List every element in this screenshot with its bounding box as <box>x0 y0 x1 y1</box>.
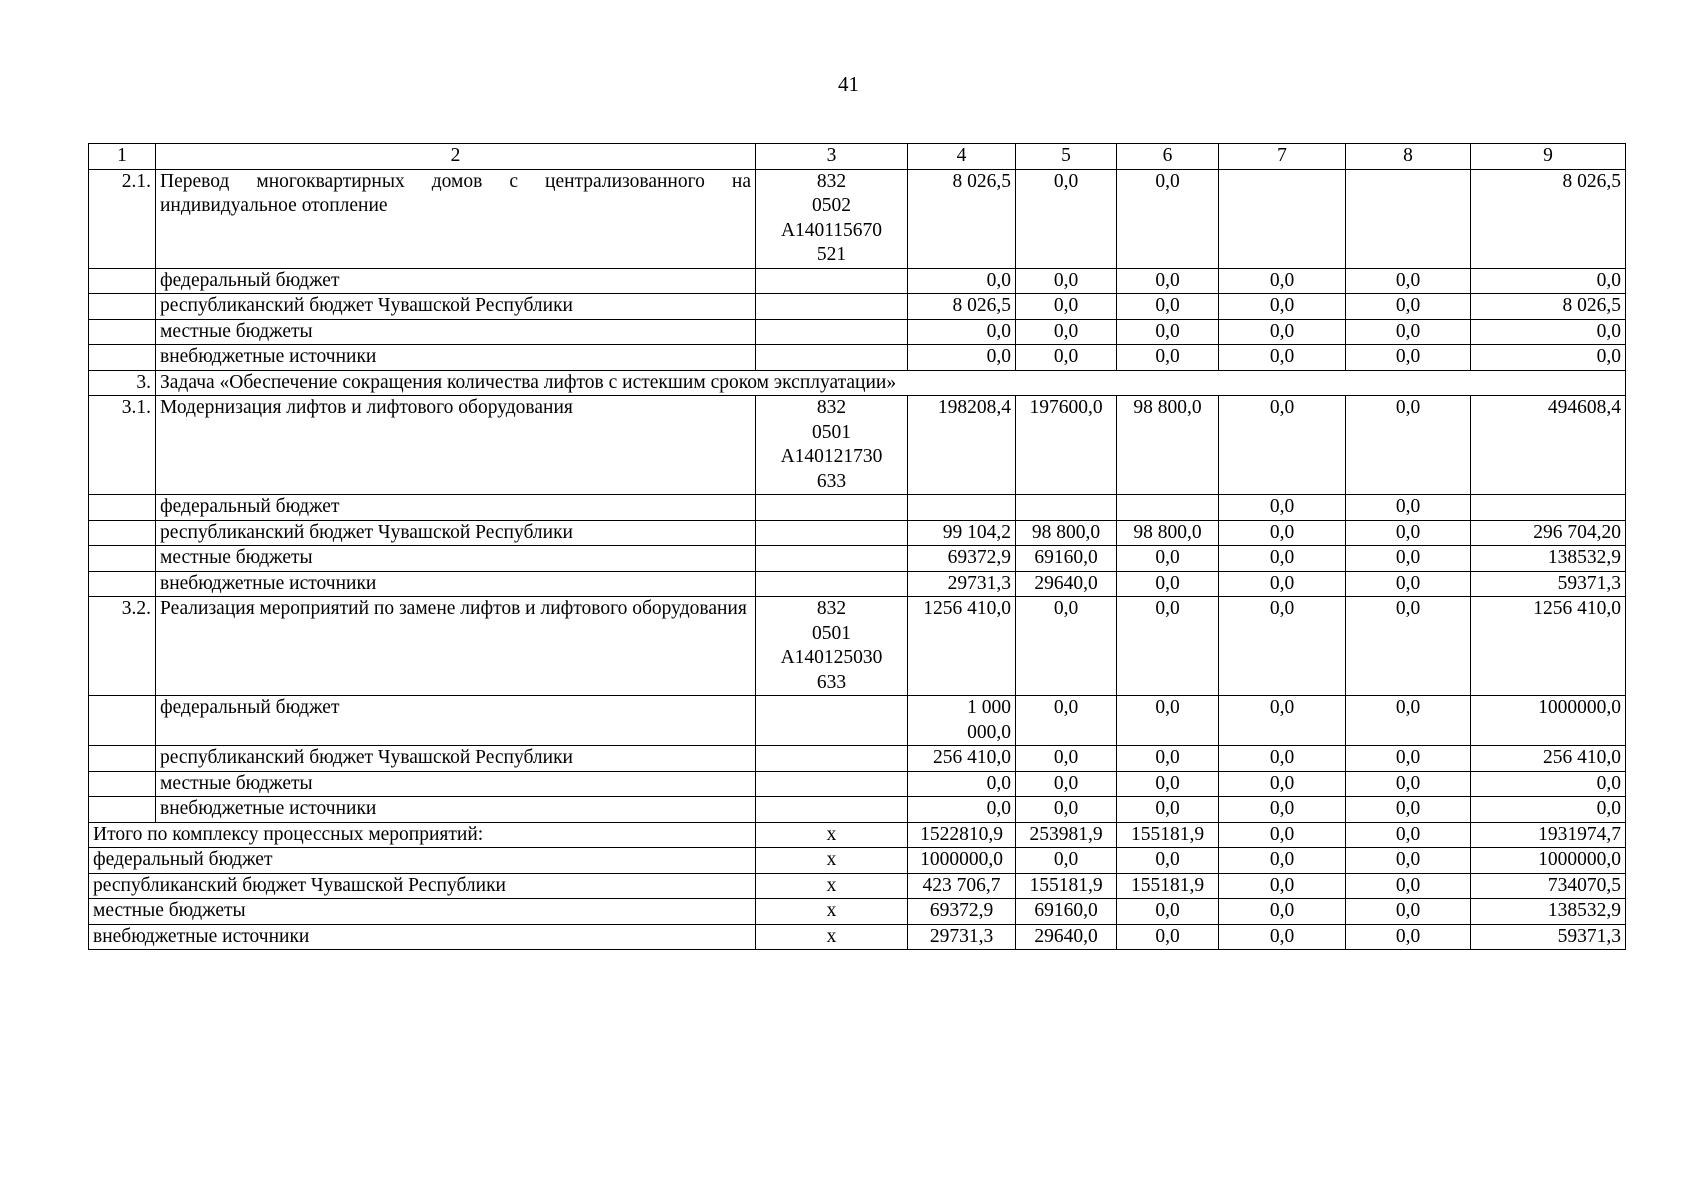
value-col7: 0,0 <box>1219 924 1346 950</box>
item-name: федеральный бюджет <box>156 696 756 746</box>
value-col4: 0,0 <box>908 771 1016 797</box>
item-number <box>89 495 156 521</box>
value-col5: 0,0 <box>1016 345 1117 371</box>
total-label: внебюджетные источники <box>89 924 756 950</box>
value-total: 8 026,5 <box>1471 294 1626 320</box>
value-col6: 0,0 <box>1117 797 1219 823</box>
value-col5: 253981,9 <box>1016 822 1117 848</box>
value-total: 0,0 <box>1471 268 1626 294</box>
item-number <box>89 771 156 797</box>
value-col7: 0,0 <box>1219 268 1346 294</box>
item-number <box>89 268 156 294</box>
item-name: Модернизация лифтов и лифтового оборудования <box>156 396 756 495</box>
value-col5: 155181,9 <box>1016 873 1117 899</box>
value-col8: 0,0 <box>1346 822 1471 848</box>
value-col7: 0,0 <box>1219 396 1346 495</box>
item-number: 2.1. <box>89 169 156 268</box>
value-total: 1000000,0 <box>1471 848 1626 874</box>
value-col8: 0,0 <box>1346 345 1471 371</box>
value-col6: 0,0 <box>1117 924 1219 950</box>
value-col4: 69372,9 <box>908 546 1016 572</box>
table-row <box>89 597 1626 696</box>
value-total: 138532,9 <box>1471 546 1626 572</box>
column-number-8: 8 <box>1346 144 1471 170</box>
value-total: 138532,9 <box>1471 899 1626 925</box>
value-col8: 0,0 <box>1346 696 1471 746</box>
item-name: республиканский бюджет Чувашской Республики <box>156 746 756 772</box>
table-row <box>89 771 1626 797</box>
value-col5: 0,0 <box>1016 746 1117 772</box>
value-col4 <box>908 495 1016 521</box>
table-row <box>89 345 1626 371</box>
total-label: республиканский бюджет Чувашской Республики <box>89 873 756 899</box>
item-number <box>89 294 156 320</box>
value-col8: 0,0 <box>1346 396 1471 495</box>
value-col6: 0,0 <box>1117 597 1219 696</box>
value-total <box>1471 495 1626 521</box>
total-row <box>89 848 1626 874</box>
item-name: внебюджетные источники <box>156 571 756 597</box>
item-number <box>89 546 156 572</box>
item-number <box>89 571 156 597</box>
value-col6: 0,0 <box>1117 169 1219 268</box>
budget-code <box>756 746 908 772</box>
column-number-3: 3 <box>756 144 908 170</box>
total-row <box>89 924 1626 950</box>
budget-code <box>756 520 908 546</box>
table-row <box>89 294 1626 320</box>
value-col4: 256 410,0 <box>908 746 1016 772</box>
total-row <box>89 899 1626 925</box>
value-col4: 198208,4 <box>908 396 1016 495</box>
budget-code: 832 0501 А140125030 633 <box>756 597 908 696</box>
value-col6: 98 800,0 <box>1117 520 1219 546</box>
item-name: внебюджетные источники <box>156 797 756 823</box>
value-col7: 0,0 <box>1219 771 1346 797</box>
budget-code <box>756 294 908 320</box>
value-total: 0,0 <box>1471 319 1626 345</box>
value-col4: 0,0 <box>908 268 1016 294</box>
value-col8: 0,0 <box>1346 571 1471 597</box>
value-col7: 0,0 <box>1219 746 1346 772</box>
value-col7: 0,0 <box>1219 294 1346 320</box>
value-col4: 423 706,7 <box>908 873 1016 899</box>
table-row <box>89 696 1626 746</box>
item-name: внебюджетные источники <box>156 345 756 371</box>
column-number-2: 2 <box>156 144 756 170</box>
budget-code <box>756 546 908 572</box>
value-col4: 1256 410,0 <box>908 597 1016 696</box>
total-row <box>89 873 1626 899</box>
value-col8: 0,0 <box>1346 899 1471 925</box>
value-col6: 0,0 <box>1117 546 1219 572</box>
value-col5: 0,0 <box>1016 771 1117 797</box>
item-name: местные бюджеты <box>156 771 756 797</box>
value-col5: 69160,0 <box>1016 546 1117 572</box>
value-col6: 0,0 <box>1117 345 1219 371</box>
value-col6: 0,0 <box>1117 571 1219 597</box>
value-col6: 0,0 <box>1117 294 1219 320</box>
value-col8: 0,0 <box>1346 294 1471 320</box>
value-col8: 0,0 <box>1346 597 1471 696</box>
value-col8: 0,0 <box>1346 746 1471 772</box>
value-col7: 0,0 <box>1219 520 1346 546</box>
value-col6: 0,0 <box>1117 848 1219 874</box>
value-col4: 69372,9 <box>908 899 1016 925</box>
table-row <box>89 520 1626 546</box>
budget-table <box>88 143 1626 950</box>
value-col5: 0,0 <box>1016 268 1117 294</box>
table-row <box>89 319 1626 345</box>
value-col6 <box>1117 495 1219 521</box>
table-row <box>89 571 1626 597</box>
item-name: федеральный бюджет <box>156 495 756 521</box>
item-number <box>89 797 156 823</box>
value-col5: 0,0 <box>1016 848 1117 874</box>
value-col8: 0,0 <box>1346 495 1471 521</box>
budget-code: х <box>756 848 908 874</box>
value-total: 1000000,0 <box>1471 696 1626 746</box>
value-total: 0,0 <box>1471 797 1626 823</box>
value-col8: 0,0 <box>1346 797 1471 823</box>
value-col7 <box>1219 169 1346 268</box>
value-col5: 197600,0 <box>1016 396 1117 495</box>
value-col4: 0,0 <box>908 319 1016 345</box>
value-col6: 0,0 <box>1117 319 1219 345</box>
value-col5: 0,0 <box>1016 797 1117 823</box>
item-number <box>89 520 156 546</box>
value-col7: 0,0 <box>1219 597 1346 696</box>
value-total: 256 410,0 <box>1471 746 1626 772</box>
value-col5: 29640,0 <box>1016 924 1117 950</box>
value-col6: 98 800,0 <box>1117 396 1219 495</box>
total-label: местные бюджеты <box>89 899 756 925</box>
value-col4: 1 000 000,0 <box>908 696 1016 746</box>
value-col7: 0,0 <box>1219 848 1346 874</box>
budget-code <box>756 495 908 521</box>
value-col6: 0,0 <box>1117 696 1219 746</box>
value-col5: 0,0 <box>1016 319 1117 345</box>
total-row <box>89 822 1626 848</box>
value-col7: 0,0 <box>1219 319 1346 345</box>
value-col5: 0,0 <box>1016 597 1117 696</box>
total-label: Итого по комплексу процессных мероприятий: <box>89 822 756 848</box>
table-row <box>89 169 1626 268</box>
item-name: республиканский бюджет Чувашской Республики <box>156 520 756 546</box>
value-col8: 0,0 <box>1346 319 1471 345</box>
value-col7: 0,0 <box>1219 822 1346 848</box>
item-name: республиканский бюджет Чувашской Республики <box>156 294 756 320</box>
value-col5: 0,0 <box>1016 294 1117 320</box>
value-total: 59371,3 <box>1471 571 1626 597</box>
budget-code <box>756 696 908 746</box>
budget-code <box>756 268 908 294</box>
value-col4: 0,0 <box>908 797 1016 823</box>
value-col5: 0,0 <box>1016 169 1117 268</box>
item-number <box>89 746 156 772</box>
value-col7: 0,0 <box>1219 873 1346 899</box>
value-col8: 0,0 <box>1346 848 1471 874</box>
budget-code <box>756 319 908 345</box>
item-number <box>89 696 156 746</box>
value-total: 8 026,5 <box>1471 169 1626 268</box>
value-total: 734070,5 <box>1471 873 1626 899</box>
value-col5: 29640,0 <box>1016 571 1117 597</box>
item-name: федеральный бюджет <box>156 268 756 294</box>
value-col7: 0,0 <box>1219 696 1346 746</box>
item-name: Реализация мероприятий по замене лифтов и лифтового оборудования <box>156 597 756 696</box>
value-col4: 1000000,0 <box>908 848 1016 874</box>
value-col7: 0,0 <box>1219 571 1346 597</box>
column-number-9: 9 <box>1471 144 1626 170</box>
value-col4: 99 104,2 <box>908 520 1016 546</box>
value-col7: 0,0 <box>1219 345 1346 371</box>
value-col8: 0,0 <box>1346 546 1471 572</box>
table-row <box>89 746 1626 772</box>
value-col4: 8 026,5 <box>908 294 1016 320</box>
budget-code: х <box>756 899 908 925</box>
value-col7: 0,0 <box>1219 546 1346 572</box>
value-col7: 0,0 <box>1219 797 1346 823</box>
task-title: Задача «Обеспечение сокращения количества лифтов с истекшим сроком эксплуатации» <box>156 370 1626 396</box>
value-col6: 0,0 <box>1117 771 1219 797</box>
item-number <box>89 345 156 371</box>
value-col7: 0,0 <box>1219 495 1346 521</box>
budget-code <box>756 571 908 597</box>
value-total: 0,0 <box>1471 771 1626 797</box>
value-col4: 29731,3 <box>908 924 1016 950</box>
value-col4: 0,0 <box>908 345 1016 371</box>
value-total: 1256 410,0 <box>1471 597 1626 696</box>
value-col5: 0,0 <box>1016 696 1117 746</box>
table-row <box>89 268 1626 294</box>
item-name: Перевод многоквартирных домов с централизованного на индивидуальное отопление <box>156 169 756 268</box>
value-col6: 155181,9 <box>1117 822 1219 848</box>
column-number-4: 4 <box>908 144 1016 170</box>
item-number: 3.1. <box>89 396 156 495</box>
budget-code: х <box>756 873 908 899</box>
budget-code: 832 0501 А140121730 633 <box>756 396 908 495</box>
item-number: 3.2. <box>89 597 156 696</box>
column-number-7: 7 <box>1219 144 1346 170</box>
budget-code <box>756 345 908 371</box>
budget-code <box>756 771 908 797</box>
total-label: федеральный бюджет <box>89 848 756 874</box>
value-col5 <box>1016 495 1117 521</box>
table-row <box>89 495 1626 521</box>
table-row <box>89 797 1626 823</box>
value-total: 0,0 <box>1471 345 1626 371</box>
budget-code: 832 0502 А140115670 521 <box>756 169 908 268</box>
value-col6: 0,0 <box>1117 899 1219 925</box>
budget-code: х <box>756 822 908 848</box>
table-row <box>89 396 1626 495</box>
value-col5: 98 800,0 <box>1016 520 1117 546</box>
value-col4: 1522810,9 <box>908 822 1016 848</box>
value-col6: 155181,9 <box>1117 873 1219 899</box>
table-body <box>89 144 1626 950</box>
item-number: 3. <box>89 370 156 396</box>
value-col7: 0,0 <box>1219 899 1346 925</box>
value-col4: 8 026,5 <box>908 169 1016 268</box>
value-col8: 0,0 <box>1346 520 1471 546</box>
budget-code <box>756 797 908 823</box>
value-total: 494608,4 <box>1471 396 1626 495</box>
value-col6: 0,0 <box>1117 746 1219 772</box>
item-name: местные бюджеты <box>156 319 756 345</box>
value-col8: 0,0 <box>1346 268 1471 294</box>
value-col8 <box>1346 169 1471 268</box>
header-row <box>89 144 1626 170</box>
budget-code: х <box>756 924 908 950</box>
task-row <box>89 370 1626 396</box>
column-number-1: 1 <box>89 144 156 170</box>
value-col8: 0,0 <box>1346 873 1471 899</box>
value-col5: 69160,0 <box>1016 899 1117 925</box>
column-number-5: 5 <box>1016 144 1117 170</box>
value-total: 296 704,20 <box>1471 520 1626 546</box>
value-total: 59371,3 <box>1471 924 1626 950</box>
value-total: 1931974,7 <box>1471 822 1626 848</box>
item-number <box>89 319 156 345</box>
item-name: местные бюджеты <box>156 546 756 572</box>
value-col8: 0,0 <box>1346 771 1471 797</box>
value-col4: 29731,3 <box>908 571 1016 597</box>
value-col8: 0,0 <box>1346 924 1471 950</box>
page-number: 41 <box>838 72 859 96</box>
column-number-6: 6 <box>1117 144 1219 170</box>
table-row <box>89 546 1626 572</box>
value-col6: 0,0 <box>1117 268 1219 294</box>
